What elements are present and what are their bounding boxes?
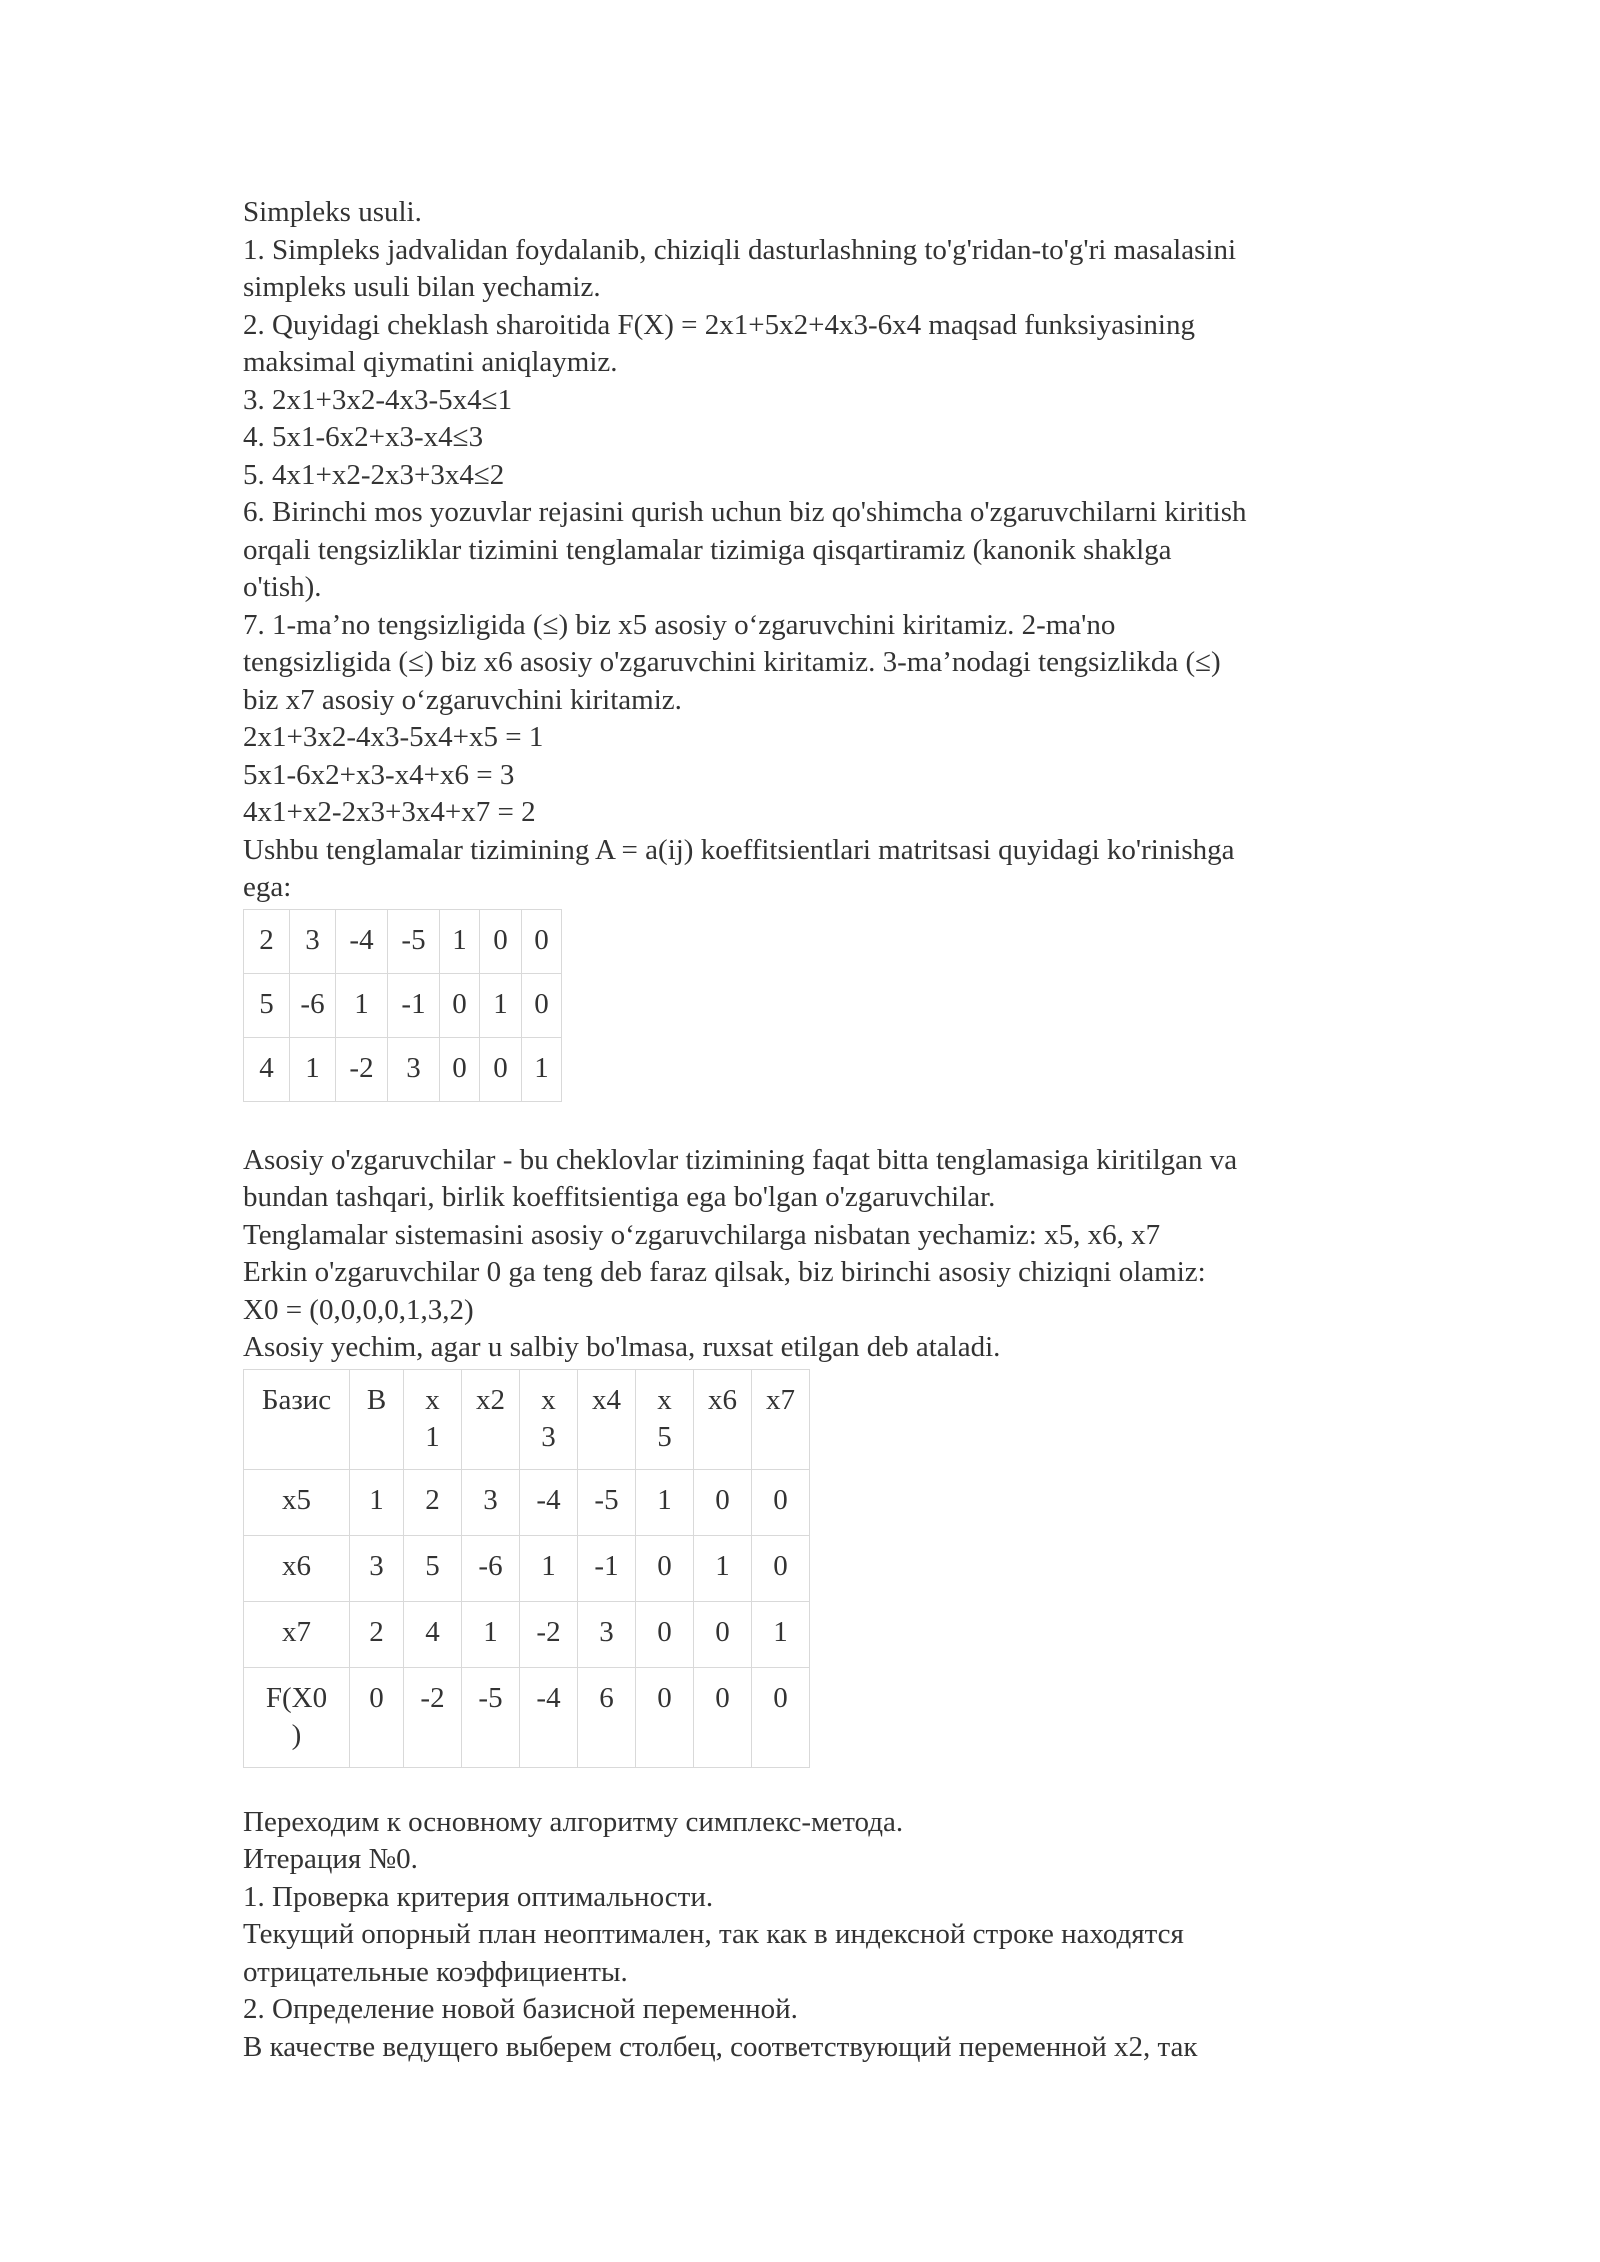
matrix-cell: 1	[290, 1037, 336, 1101]
matrix-cell: -2	[336, 1037, 388, 1101]
simplex-row	[244, 1601, 810, 1667]
text-line: orqali tengsizliklar tizimini tenglamalar tizimiga qisqartiramiz (kanonik shaklga	[243, 533, 1172, 566]
simplex-cell: 3	[350, 1535, 404, 1601]
simplex-cell: F(X0 )	[244, 1667, 350, 1767]
simplex-cell: -1	[578, 1535, 636, 1601]
simplex-cell: 6	[578, 1667, 636, 1767]
text-line: biz x7 asosiy o‘zgaruvchini kiritamiz.	[243, 683, 682, 716]
matrix-cell: 0	[480, 1037, 522, 1101]
simplex-cell: 1	[462, 1601, 520, 1667]
simplex-cell: 5	[404, 1535, 462, 1601]
matrix-cell: 0	[440, 1037, 480, 1101]
text-line: 5x1-6x2+x3-x4+x6 = 3	[243, 758, 515, 791]
matrix-cell: 3	[290, 909, 336, 973]
simplex-objective-row	[244, 1667, 810, 1767]
simplex-cell: B	[350, 1369, 404, 1469]
simplex-cell: -2	[404, 1667, 462, 1767]
text-line: В качестве ведущего выберем столбец, соответствующий переменной x2, так	[243, 2030, 1198, 2063]
text-line: 2. Quyidagi cheklash sharoitida F(X) = 2x1+5x2+4x3-6x4 maqsad funksiyasining	[243, 308, 1195, 341]
simplex-cell: -5	[578, 1469, 636, 1535]
simplex-cell: -4	[520, 1667, 578, 1767]
simplex-cell: 0	[636, 1601, 694, 1667]
simplex-cell: 2	[350, 1601, 404, 1667]
simplex-cell: 0	[752, 1535, 810, 1601]
matrix-cell: 4	[244, 1037, 290, 1101]
matrix-cell: -4	[336, 909, 388, 973]
matrix-cell: 1	[440, 909, 480, 973]
simplex-cell: 0	[636, 1535, 694, 1601]
simplex-cell: x 1	[404, 1369, 462, 1469]
simplex-cell: x 3	[520, 1369, 578, 1469]
simplex-cell: x7	[244, 1601, 350, 1667]
text-line: 2x1+3x2-4x3-5x4+x5 = 1	[243, 721, 544, 753]
text-line: Asosiy o'zgaruvchilar - bu cheklovlar tizimining faqat bitta tenglamasiga kiritilgan va	[243, 1143, 1238, 1176]
simplex-cell: 3	[462, 1469, 520, 1535]
simplex-cell: 0	[636, 1667, 694, 1767]
simplex-cell: Базис	[244, 1369, 350, 1469]
text-line: 2. Определение новой базисной переменной.	[243, 1993, 798, 2025]
simplex-cell: 0	[752, 1469, 810, 1535]
text-line: o'tish).	[243, 571, 322, 603]
matrix-cell: 0	[522, 909, 562, 973]
simplex-cell: x7	[752, 1369, 810, 1469]
simplex-table	[243, 1369, 810, 1768]
text-line: Erkin o'zgaruvchilar 0 ga teng deb faraz qilsak, biz birinchi asosiy chiziqni olamiz:	[243, 1256, 1206, 1288]
simplex-cell: 1	[350, 1469, 404, 1535]
simplex-row	[244, 1469, 810, 1535]
simplex-row	[244, 1535, 810, 1601]
iteration-section	[243, 1804, 1383, 2067]
matrix-cell: -6	[290, 973, 336, 1037]
matrix-cell: 2	[244, 909, 290, 973]
simplex-header-row	[244, 1369, 810, 1469]
document-page	[243, 194, 1383, 2066]
text-line: bundan tashqari, birlik koeffitsientiga ega bo'lgan o'zgaruvchilar.	[243, 1181, 996, 1213]
text-line: Ushbu tenglamalar tizimining A = a(ij) koeffitsientlari matritsasi quyidagi ko'rinishga	[243, 833, 1235, 866]
text-line: 6. Birinchi mos yozuvlar rejasini qurish uchun biz qo'shimcha o'zgaruvchilarni kiritish	[243, 496, 1247, 528]
simplex-cell: -4	[520, 1469, 578, 1535]
simplex-cell: 0	[350, 1667, 404, 1767]
matrix-cell: -5	[388, 909, 440, 973]
text-line: Итерация №0.	[243, 1843, 418, 1875]
simplex-cell: 1	[694, 1535, 752, 1601]
text-line: tengsizligida (≤) biz x6 asosiy o'zgaruvchini kiritamiz. 3-ma’nodagi tengsizlikda (≤)	[243, 646, 1221, 678]
basic-variables-section	[243, 1142, 1383, 1367]
simplex-cell: 4	[404, 1601, 462, 1667]
text-line: 5. 4x1+x2-2x3+3x4≤2	[243, 458, 505, 491]
text-line: 4x1+x2-2x3+3x4+x7 = 2	[243, 796, 536, 828]
text-line: 1. Проверка критерия оптимальности.	[243, 1880, 714, 1913]
simplex-cell: 1	[520, 1535, 578, 1601]
simplex-cell: -2	[520, 1601, 578, 1667]
simplex-cell: 0	[752, 1667, 810, 1767]
simplex-cell: x4	[578, 1369, 636, 1469]
text-line: maksimal qiymatini aniqlaymiz.	[243, 346, 618, 378]
matrix-cell: 1	[480, 973, 522, 1037]
simplex-cell: x2	[462, 1369, 520, 1469]
simplex-cell: 2	[404, 1469, 462, 1535]
matrix-row	[244, 973, 562, 1037]
matrix-cell: 5	[244, 973, 290, 1037]
simplex-cell: 0	[694, 1469, 752, 1535]
simplex-cell: 1	[636, 1469, 694, 1535]
matrix-cell: 3	[388, 1037, 440, 1101]
simplex-cell: 0	[694, 1667, 752, 1767]
simplex-cell: x6	[244, 1535, 350, 1601]
simplex-cell: x6	[694, 1369, 752, 1469]
coefficient-matrix-table	[243, 909, 562, 1102]
intro-section	[243, 194, 1383, 907]
text-line: Simpleks usuli.	[243, 196, 422, 228]
simplex-cell: 1	[752, 1601, 810, 1667]
text-line: 3. 2x1+3x2-4x3-5x4≤1	[243, 383, 513, 416]
simplex-cell: x5	[244, 1469, 350, 1535]
text-line: Asosiy yechim, agar u salbiy bo'lmasa, ruxsat etilgan deb ataladi.	[243, 1331, 1001, 1363]
text-line: 1. Simpleks jadvalidan foydalanib, chiziqli dasturlashning to'g'ridan-to'g'ri masalasini	[243, 233, 1237, 266]
text-line: Переходим к основному алгоритму симплекс-метода.	[243, 1805, 904, 1838]
simplex-cell: -6	[462, 1535, 520, 1601]
matrix-cell: 0	[522, 973, 562, 1037]
text-line: отрицательные коэффициенты.	[243, 1955, 628, 1988]
text-line: X0 = (0,0,0,0,1,3,2)	[243, 1293, 474, 1326]
simplex-cell: -5	[462, 1667, 520, 1767]
matrix-row	[244, 1037, 562, 1101]
simplex-cell: 3	[578, 1601, 636, 1667]
text-line: Tenglamalar sistemasini asosiy o‘zgaruvchilarga nisbatan yechamiz: x5, x6, x7	[243, 1218, 1161, 1251]
matrix-cell: 0	[440, 973, 480, 1037]
matrix-cell: 1	[522, 1037, 562, 1101]
matrix-cell: 0	[480, 909, 522, 973]
simplex-cell: x 5	[636, 1369, 694, 1469]
matrix-cell: -1	[388, 973, 440, 1037]
text-line: ega:	[243, 871, 292, 903]
text-line: Текущий опорный план неоптимален, так как в индексной строке находятся	[243, 1918, 1184, 1950]
text-line: 4. 5x1-6x2+x3-x4≤3	[243, 421, 484, 453]
matrix-row	[244, 909, 562, 973]
text-line: 7. 1-ma’no tengsizligida (≤) biz x5 asosiy o‘zgaruvchini kiritamiz. 2-ma'no	[243, 608, 1116, 641]
matrix-cell: 1	[336, 973, 388, 1037]
simplex-cell: 0	[694, 1601, 752, 1667]
text-line: simpleks usuli bilan yechamiz.	[243, 271, 601, 303]
